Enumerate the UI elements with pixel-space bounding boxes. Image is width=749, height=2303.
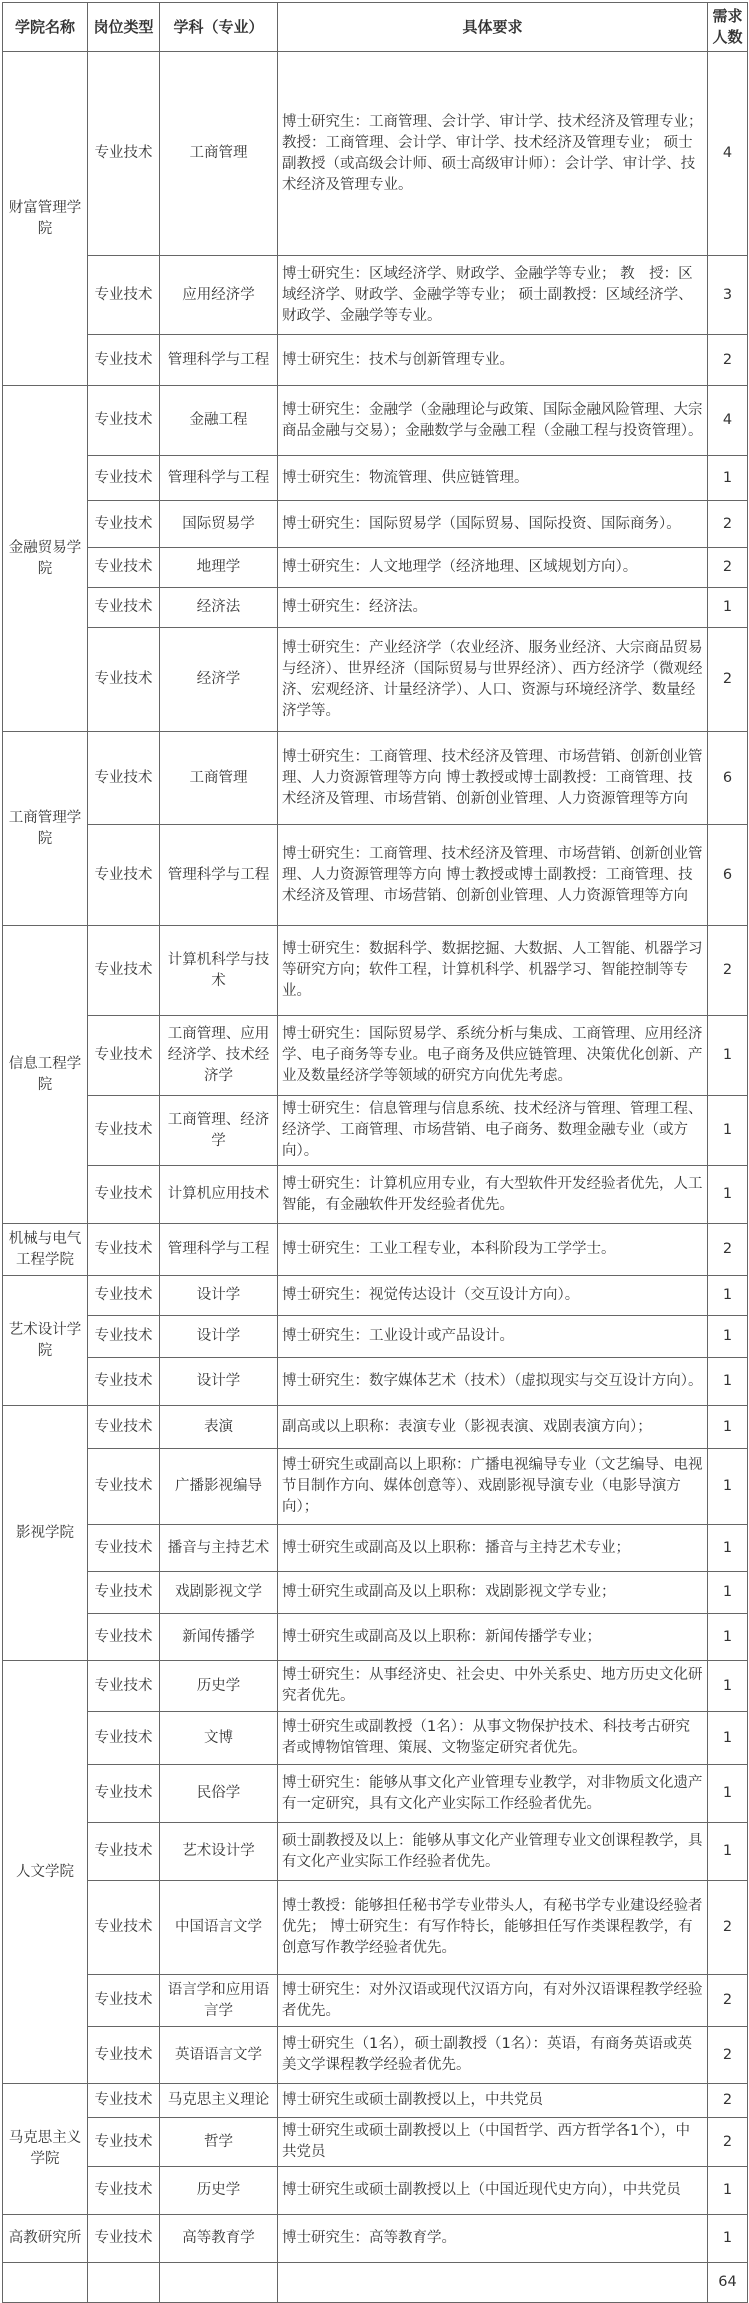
headcount: 2 [708, 2084, 748, 2118]
requirement: 博士研究生：物流管理、供应链管理。 [278, 456, 708, 501]
requirement: 副高或以上职称：表演专业（影视表演、戏剧表演方向）； [278, 1406, 708, 1449]
requirement: 硕士副教授及以上：能够从事文化产业管理专业文创课程教学，具有文化产业实际工作经验者优先。 [278, 1823, 708, 1881]
headcount: 1 [708, 1166, 748, 1224]
post-type: 专业技术 [88, 628, 160, 732]
subject: 经济学 [160, 628, 278, 732]
subject: 工商管理、经济学 [160, 1096, 278, 1166]
subject: 设计学 [160, 1276, 278, 1316]
requirement: 博士研究生：工业设计或产品设计。 [278, 1316, 708, 1358]
requirement: 博士研究生：技术与创新管理专业。 [278, 335, 708, 386]
subject: 工商管理 [160, 52, 278, 256]
requirement: 博士研究生或硕士副教授以上，中共党员 [278, 2084, 708, 2118]
empty-cell [88, 2263, 160, 2303]
headcount: 1 [708, 1316, 748, 1358]
requirement: 博士研究生：计算机应用专业，有大型软件开发经验者优先，人工智能，有金融软件开发经验者优先。 [278, 1166, 708, 1224]
table-row [3, 1406, 748, 1449]
table-row [3, 1661, 748, 1712]
post-type: 专业技术 [88, 256, 160, 335]
post-type: 专业技术 [88, 2215, 160, 2263]
post-type: 专业技术 [88, 1823, 160, 1881]
subject: 金融工程 [160, 386, 278, 456]
table-row [3, 1096, 748, 1166]
subject: 艺术设计学 [160, 1823, 278, 1881]
table-row [3, 2084, 748, 2118]
subject: 表演 [160, 1406, 278, 1449]
table-row [3, 335, 748, 386]
headcount: 1 [708, 1276, 748, 1316]
college-name: 人文学院 [3, 1661, 88, 2084]
table-row [3, 52, 748, 256]
headcount: 1 [708, 588, 748, 628]
post-type: 专业技术 [88, 1224, 160, 1276]
table-row [3, 1765, 748, 1823]
subject: 应用经济学 [160, 256, 278, 335]
post-type: 专业技术 [88, 1661, 160, 1712]
table-row [3, 1823, 748, 1881]
college-name: 工商管理学院 [3, 732, 88, 926]
post-type: 专业技术 [88, 1881, 160, 1975]
table-row [3, 456, 748, 501]
college-name: 金融贸易学院 [3, 386, 88, 732]
subject: 地理学 [160, 548, 278, 588]
requirement: 博士研究生：对外汉语或现代汉语方向，有对外汉语课程教学经验者优先。 [278, 1975, 708, 2027]
requirement: 博士研究生：国际贸易学、系统分析与集成、工商管理、应用经济学、电子商务等专业。电子商务及供应链管理、决策优化创新、产业及数量经济学等领域的研究方向优先考虑。 [278, 1016, 708, 1096]
post-type: 专业技术 [88, 1975, 160, 2027]
requirement: 博士研究生：工商管理、会计学、审计学、技术经济及管理专业； 教授：工商管理、会计学、审计学、技术经济及管理专业； 硕士副教授（或高级会计师、硕士高级审计师）：会计学、审计学、技术经济及管理专业。 [278, 52, 708, 256]
headcount: 1 [708, 1406, 748, 1449]
post-type: 专业技术 [88, 501, 160, 548]
requirement: 博士研究生（1名），硕士副教授（1名）：英语，有商务英语或英美文学课程教学经验者优先。 [278, 2027, 708, 2084]
requirement: 博士研究生：工业工程专业，本科阶段为工学学士。 [278, 1224, 708, 1276]
headcount: 1 [708, 1016, 748, 1096]
subject: 设计学 [160, 1358, 278, 1406]
total-row [3, 2263, 748, 2303]
subject: 新闻传播学 [160, 1614, 278, 1661]
post-type: 专业技术 [88, 1406, 160, 1449]
requirement: 博士研究生或硕士副教授以上（中国哲学、西方哲学各1个），中共党员 [278, 2118, 708, 2167]
headcount: 6 [708, 732, 748, 825]
post-type: 专业技术 [88, 588, 160, 628]
headcount: 1 [708, 1358, 748, 1406]
table-row [3, 1881, 748, 1975]
table-row [3, 1614, 748, 1661]
header-count: 需求人数 [708, 3, 748, 52]
post-type: 专业技术 [88, 1572, 160, 1614]
headcount: 1 [708, 1614, 748, 1661]
post-type: 专业技术 [88, 1765, 160, 1823]
table-row [3, 588, 748, 628]
subject: 经济法 [160, 588, 278, 628]
headcount: 2 [708, 2027, 748, 2084]
headcount: 1 [708, 1572, 748, 1614]
headcount: 1 [708, 2167, 748, 2215]
table-row [3, 825, 748, 926]
post-type: 专业技术 [88, 1096, 160, 1166]
requirement: 博士研究生：视觉传达设计（交互设计方向）。 [278, 1276, 708, 1316]
post-type: 专业技术 [88, 2084, 160, 2118]
headcount: 2 [708, 335, 748, 386]
post-type: 专业技术 [88, 2167, 160, 2215]
headcount: 4 [708, 386, 748, 456]
requirement: 博士研究生或副高以上职称：广播电视编导专业（文艺编导、电视节目制作方向、媒体创意等）、戏剧影视导演专业（电影导演方向）； [278, 1449, 708, 1525]
headcount: 2 [708, 926, 748, 1016]
college-name: 艺术设计学院 [3, 1276, 88, 1406]
headcount: 3 [708, 256, 748, 335]
requirement: 博士研究生：高等教育学。 [278, 2215, 708, 2263]
header-college: 学院名称 [3, 3, 88, 52]
headcount: 2 [708, 1224, 748, 1276]
table-row [3, 1016, 748, 1096]
table-row [3, 1358, 748, 1406]
requirement: 博士研究生：产业经济学（农业经济、服务业经济、大宗商品贸易与经济）、世界经济（国际贸易与世界经济）、西方经济学（微观经济、宏观经济、计量经济学）、人口、资源与环境经济学、数量经济学等。 [278, 628, 708, 732]
empty-cell [160, 2263, 278, 2303]
post-type: 专业技术 [88, 2027, 160, 2084]
table-row [3, 1316, 748, 1358]
table-row [3, 501, 748, 548]
headcount: 1 [708, 1823, 748, 1881]
post-type: 专业技术 [88, 548, 160, 588]
headcount: 2 [708, 2118, 748, 2167]
subject: 广播影视编导 [160, 1449, 278, 1525]
header-post-type: 岗位类型 [88, 3, 160, 52]
headcount: 1 [708, 456, 748, 501]
requirement: 博士研究生：能够从事文化产业管理专业教学，对非物质文化遗产有一定研究，具有文化产业实际工作经验者优先。 [278, 1765, 708, 1823]
requirement: 博士研究生：数字媒体艺术（技术）（虚拟现实与交互设计方向）。 [278, 1358, 708, 1406]
table-body [3, 52, 748, 2303]
subject: 计算机科学与技术 [160, 926, 278, 1016]
table-row [3, 926, 748, 1016]
requirement: 博士研究生：金融学（金融理论与政策、国际金融风险管理、大宗商品金融与交易）；金融数学与金融工程（金融工程与投资管理）。 [278, 386, 708, 456]
post-type: 专业技术 [88, 1276, 160, 1316]
subject: 国际贸易学 [160, 501, 278, 548]
requirement: 博士研究生：工商管理、技术经济及管理、市场营销、创新创业管理、人力资源管理等方向 博士教授或博士副教授：工商管理、技术经济及管理、市场营销、创新创业管理、人力资源管理等方向 [278, 732, 708, 825]
subject: 历史学 [160, 2167, 278, 2215]
post-type: 专业技术 [88, 1166, 160, 1224]
subject: 语言学和应用语言学 [160, 1975, 278, 2027]
post-type: 专业技术 [88, 1358, 160, 1406]
headcount: 2 [708, 1881, 748, 1975]
post-type: 专业技术 [88, 2118, 160, 2167]
post-type: 专业技术 [88, 386, 160, 456]
requirement: 博士研究生：国际贸易学（国际贸易、国际投资、国际商务）。 [278, 501, 708, 548]
requirement: 博士研究生或硕士副教授以上（中国近现代史方向），中共党员 [278, 2167, 708, 2215]
headcount: 1 [708, 1449, 748, 1525]
subject: 民俗学 [160, 1765, 278, 1823]
headcount: 1 [708, 2215, 748, 2263]
headcount: 1 [708, 1712, 748, 1765]
subject: 文博 [160, 1712, 278, 1765]
table-row [3, 2167, 748, 2215]
subject: 工商管理 [160, 732, 278, 825]
subject: 管理科学与工程 [160, 456, 278, 501]
subject: 设计学 [160, 1316, 278, 1358]
table-row [3, 256, 748, 335]
subject: 中国语言文学 [160, 1881, 278, 1975]
post-type: 专业技术 [88, 456, 160, 501]
headcount: 1 [708, 1765, 748, 1823]
subject: 戏剧影视文学 [160, 1572, 278, 1614]
post-type: 专业技术 [88, 52, 160, 256]
post-type: 专业技术 [88, 1449, 160, 1525]
requirement: 博士研究生：工商管理、技术经济及管理、市场营销、创新创业管理、人力资源管理等方向 博士教授或博士副教授：工商管理、技术经济及管理、市场营销、创新创业管理、人力资源管理等方向 [278, 825, 708, 926]
table-row [3, 1449, 748, 1525]
subject: 高等教育学 [160, 2215, 278, 2263]
college-name: 财富管理学院 [3, 52, 88, 386]
table-row [3, 2118, 748, 2167]
requirement: 博士研究生或副高及以上职称：播音与主持艺术专业； [278, 1525, 708, 1572]
headcount: 1 [708, 1525, 748, 1572]
requirement: 博士研究生：从事经济史、社会史、中外关系史、地方历史文化研究者优先。 [278, 1661, 708, 1712]
requirement: 博士研究生：数据科学、数据挖掘、大数据、人工智能、机器学习等研究方向；软件工程，计算机科学、机器学习、智能控制等专业。 [278, 926, 708, 1016]
empty-cell [278, 2263, 708, 2303]
post-type: 专业技术 [88, 1712, 160, 1765]
post-type: 专业技术 [88, 825, 160, 926]
subject: 播音与主持艺术 [160, 1525, 278, 1572]
headcount: 6 [708, 825, 748, 926]
table-row [3, 1975, 748, 2027]
requirement: 博士研究生：经济法。 [278, 588, 708, 628]
headcount: 2 [708, 501, 748, 548]
table-row [3, 1712, 748, 1765]
table-row [3, 1525, 748, 1572]
recruitment-table [2, 2, 748, 2303]
subject: 管理科学与工程 [160, 1224, 278, 1276]
post-type: 专业技术 [88, 1016, 160, 1096]
table-row [3, 732, 748, 825]
post-type: 专业技术 [88, 926, 160, 1016]
requirement: 博士研究生：区域经济学、财政学、金融学等专业； 教 授：区域经济学、财政学、金融学等专业； 硕士副教授：区域经济学、财政学、金融学等专业。 [278, 256, 708, 335]
header-row [3, 3, 748, 52]
subject: 工商管理、应用经济学、技术经济学 [160, 1016, 278, 1096]
subject: 历史学 [160, 1661, 278, 1712]
total-count: 64 [708, 2263, 748, 2303]
headcount: 4 [708, 52, 748, 256]
requirement: 博士研究生：人文地理学（经济地理、区域规划方向）。 [278, 548, 708, 588]
college-name: 机械与电气工程学院 [3, 1224, 88, 1276]
college-name: 信息工程学院 [3, 926, 88, 1224]
table-row [3, 2027, 748, 2084]
subject: 计算机应用技术 [160, 1166, 278, 1224]
headcount: 2 [708, 1975, 748, 2027]
subject: 哲学 [160, 2118, 278, 2167]
post-type: 专业技术 [88, 1614, 160, 1661]
table-row [3, 1572, 748, 1614]
requirement: 博士研究生或副高及以上职称：戏剧影视文学专业； [278, 1572, 708, 1614]
post-type: 专业技术 [88, 335, 160, 386]
headcount: 1 [708, 1096, 748, 1166]
requirement: 博士研究生：信息管理与信息系统、技术经济与管理、管理工程、经济学、工商管理、市场营销、电子商务、数理金融专业（或方向）。 [278, 1096, 708, 1166]
table-row [3, 1166, 748, 1224]
headcount: 1 [708, 1661, 748, 1712]
requirement: 博士教授：能够担任秘书学专业带头人，有秘书学专业建设经验者优先； 博士研究生：有写作特长，能够担任写作类课程教学，有创意写作教学经验者优先。 [278, 1881, 708, 1975]
table-row [3, 2215, 748, 2263]
table-row [3, 628, 748, 732]
college-name: 马克思主义学院 [3, 2084, 88, 2215]
subject: 英语语言文学 [160, 2027, 278, 2084]
subject: 管理科学与工程 [160, 335, 278, 386]
post-type: 专业技术 [88, 732, 160, 825]
table-row [3, 386, 748, 456]
subject: 马克思主义理论 [160, 2084, 278, 2118]
subject: 管理科学与工程 [160, 825, 278, 926]
college-name: 高教研究所 [3, 2215, 88, 2263]
headcount: 2 [708, 548, 748, 588]
table-row [3, 548, 748, 588]
post-type: 专业技术 [88, 1525, 160, 1572]
header-subject: 学科（专业） [160, 3, 278, 52]
college-name: 影视学院 [3, 1406, 88, 1661]
header-requirements: 具体要求 [278, 3, 708, 52]
empty-cell [3, 2263, 88, 2303]
table-row [3, 1224, 748, 1276]
requirement: 博士研究生或副高及以上职称：新闻传播学专业； [278, 1614, 708, 1661]
headcount: 2 [708, 628, 748, 732]
requirement: 博士研究生或副教授（1名）：从事文物保护技术、科技考古研究者或博物馆管理、策展、文物鉴定研究者优先。 [278, 1712, 708, 1765]
table-row [3, 1276, 748, 1316]
post-type: 专业技术 [88, 1316, 160, 1358]
